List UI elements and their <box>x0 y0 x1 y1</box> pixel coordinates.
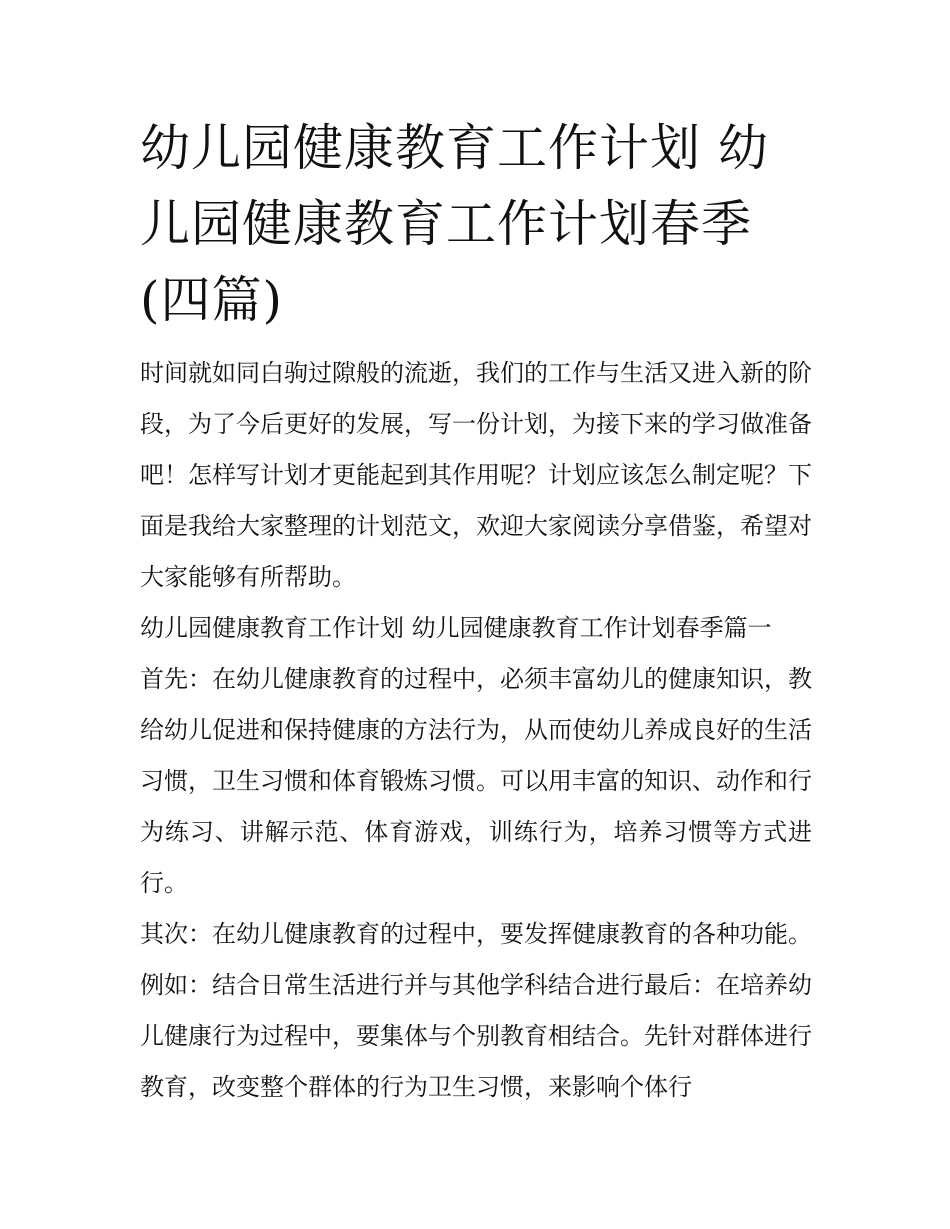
document-title: 幼儿园健康教育工作计划 幼儿园健康教育工作计划春季(四篇) <box>140 119 769 329</box>
document-page <box>140 110 812 1113</box>
first-point-paragraph: 首先：在幼儿健康教育的过程中，必须丰富幼儿的健康知识，教给幼儿促进和保持健康的方法行为，从而使幼儿养成良好的生活习惯，卫生习惯和体育锻炼习惯。可以用丰富的知识、动作和行为练习、讲解示范、体育游戏，训练行为，培养习惯等方式进行。 <box>140 665 812 897</box>
document-body <box>140 348 812 1113</box>
intro-paragraph: 时间就如同白驹过隙般的流逝，我们的工作与生活又进入新的阶段，为了今后更好的发展，写一份计划，为接下来的学习做准备吧！怎样写计划才更能起到其作用呢？计划应该怎么制定呢？下面是我给大家整理的计划范文，欢迎大家阅读分享借鉴，希望对大家能够有所帮助。 <box>140 359 812 591</box>
second-point-paragraph: 其次：在幼儿健康教育的过程中，要发挥健康教育的各种功能。例如：结合日常生活进行并与其他学科结合进行最后：在培养幼儿健康行为过程中，要集体与个别教育相结合。先针对群体进行教育，改变整个群体的行为卫生习惯，来影响个体行 <box>140 920 812 1101</box>
section-heading-paragraph: 幼儿园健康教育工作计划 幼儿园健康教育工作计划春季篇一 <box>140 614 772 642</box>
